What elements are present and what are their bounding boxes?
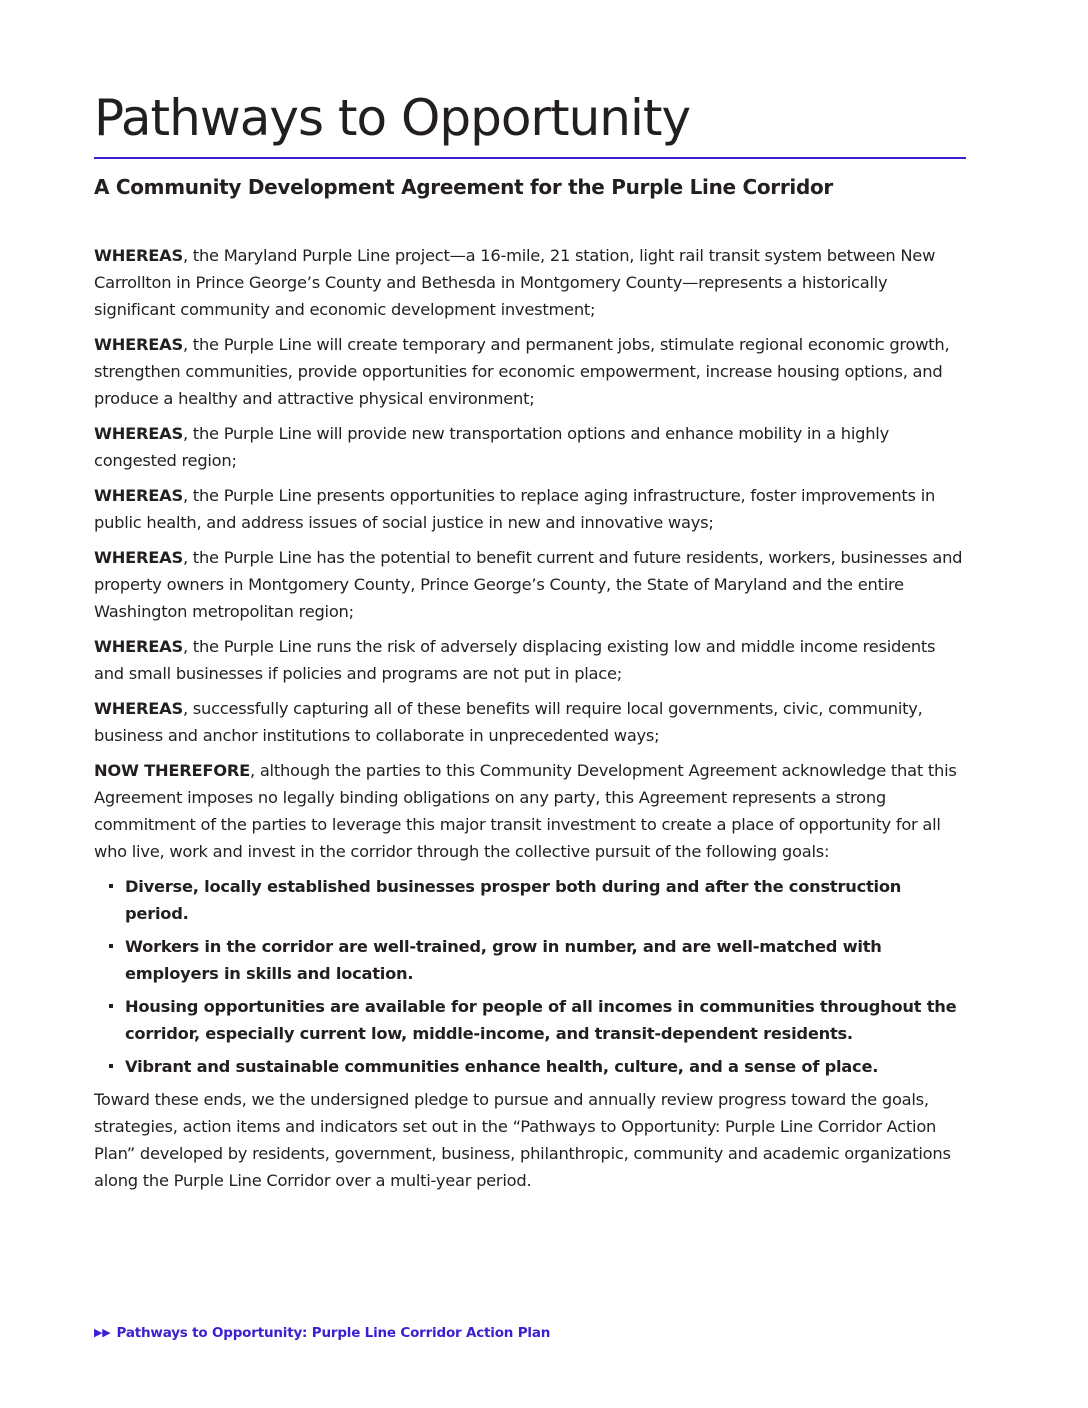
title-divider xyxy=(94,157,966,159)
running-footer xyxy=(94,1323,550,1343)
bullet-icon xyxy=(109,1004,113,1008)
goal-item xyxy=(94,873,966,927)
whereas-paragraph xyxy=(94,633,966,687)
paragraph-lead: WHEREAS xyxy=(94,699,183,718)
whereas-paragraph xyxy=(94,420,966,474)
goal-text: Workers in the corridor are well-trained, grow in number, and are well-matched with employers in skills and location. xyxy=(125,937,882,983)
bullet-icon xyxy=(109,884,113,888)
goal-text: Diverse, locally established businesses prosper both during and after the construction period. xyxy=(125,877,902,923)
bullet-icon xyxy=(109,1064,113,1068)
goal-text: Housing opportunities are available for people of all incomes in communities throughout the corridor, especially current low, middle-income, and transit-dependent residents. xyxy=(125,997,957,1043)
paragraph-text: , the Maryland Purple Line project—a 16-mile, 21 station, light rail transit system between New Carrollton in Prince George’s County and Bethesda in Montgomery County—represents a historically significant community and economic development investment; xyxy=(94,246,936,319)
whereas-paragraph xyxy=(94,544,966,625)
paragraph-lead: WHEREAS xyxy=(94,246,183,265)
bullet-icon xyxy=(109,944,113,948)
paragraph-text: , the Purple Line will provide new transportation options and enhance mobility in a highly congested region; xyxy=(94,424,889,470)
now-therefore-paragraph xyxy=(94,757,966,865)
closing-paragraph: Toward these ends, we the undersigned pledge to pursue and annually review progress toward the goals, strategies, action items and indicators set out in the “Pathways to Opportunity: Purple Line Corridor Action Plan” developed by residents, government, business, philanthropic, community and academic organizations along the Purple Line Corridor over a multi-year period. xyxy=(94,1090,951,1190)
goals-list xyxy=(94,873,966,1080)
paragraph-text: , although the parties to this Community Development Agreement acknowledge that this Agreement imposes no legally binding obligations on any party, this Agreement represents a strong commitment of the parties to leverage this major transit investment to create a place of opportunity for all who live, work and invest in the corridor through the collective pursuit of the following goals: xyxy=(94,761,957,861)
paragraph-text: , the Purple Line presents opportunities to replace aging infrastructure, foster improvements in public health, and address issues of social justice in new and innovative ways; xyxy=(94,486,936,532)
page-subtitle: A Community Development Agreement for the Purple Line Corridor xyxy=(94,175,833,199)
paragraph-lead: WHEREAS xyxy=(94,486,183,505)
double-chevron-right-icon: ▶▶ xyxy=(94,1326,111,1339)
paragraph-lead: WHEREAS xyxy=(94,637,183,656)
paragraph-lead: WHEREAS xyxy=(94,424,183,443)
goal-text: Vibrant and sustainable communities enhance health, culture, and a sense of place. xyxy=(125,1057,879,1076)
agreement-body xyxy=(94,242,966,1202)
goal-item xyxy=(94,1053,966,1080)
paragraph-text: , successfully capturing all of these benefits will require local governments, civic, community, business and anchor institutions to collaborate in unprecedented ways; xyxy=(94,699,923,745)
whereas-paragraph xyxy=(94,482,966,536)
goal-item xyxy=(94,933,966,987)
paragraph-text: , the Purple Line has the potential to benefit current and future residents, workers, businesses and property owners in Montgomery County, Prince George’s County, the State of Maryland and the entire Washington metropolitan region; xyxy=(94,548,963,621)
paragraph-lead: NOW THEREFORE xyxy=(94,761,250,780)
paragraph-lead: WHEREAS xyxy=(94,335,183,354)
footer-text: Pathways to Opportunity: Purple Line Corridor Action Plan xyxy=(116,1325,551,1341)
paragraph-lead: WHEREAS xyxy=(94,548,183,567)
paragraph-text: , the Purple Line will create temporary and permanent jobs, stimulate regional economic growth, strengthen communities, provide opportunities for economic empowerment, increase housing options, and produce a healthy and attractive physical environment; xyxy=(94,335,950,408)
page-title: Pathways to Opportunity xyxy=(94,89,691,147)
paragraph-text: , the Purple Line runs the risk of adversely displacing existing low and middle income residents and small businesses if policies and programs are not put in place; xyxy=(94,637,936,683)
whereas-paragraph xyxy=(94,331,966,412)
whereas-paragraph xyxy=(94,242,966,323)
goal-item xyxy=(94,993,966,1047)
whereas-paragraph xyxy=(94,695,966,749)
